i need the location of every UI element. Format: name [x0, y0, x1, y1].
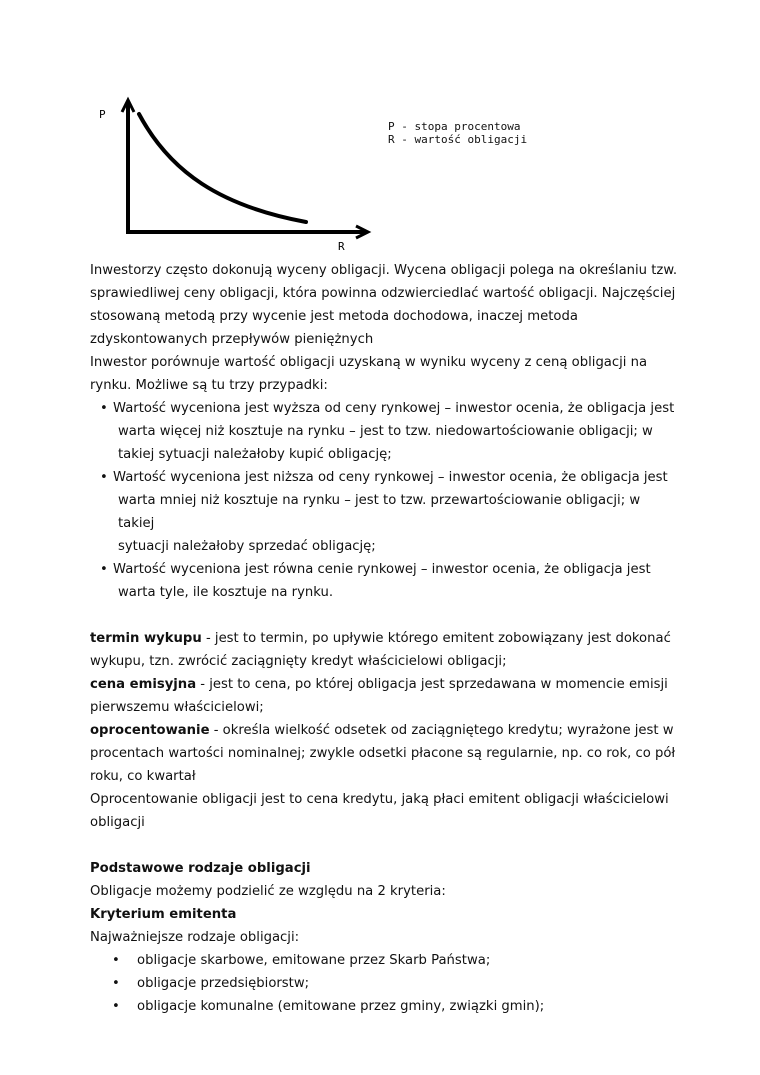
- section-heading: Podstawowe rodzaje obligacji: [90, 861, 311, 876]
- definition: [90, 673, 680, 719]
- list-item-text: warta więcej niż kosztuje na rynku – jest to tzw. niedowartościowanie obligacji; w: [118, 424, 653, 439]
- list-item-text: Wartość wyceniona jest wyższa od ceny rynkowej – inwestor ocenia, że obligacja jest: [113, 401, 675, 416]
- definition: [90, 719, 680, 788]
- list-item: • obligacje skarbowe, emitowane przez Skarb Państwa;: [90, 949, 680, 972]
- bond-types-list: [90, 949, 680, 1018]
- list-item-text: Wartość wyceniona jest niższa od ceny rynkowej – inwestor ocenia, że obligacja jest: [113, 470, 668, 485]
- list-item: [90, 397, 680, 466]
- text-line: rynku. Możliwe są tu trzy przypadki:: [90, 378, 328, 393]
- definition-text: roku, co kwartał: [90, 769, 196, 784]
- definition-text: - określa wielkość odsetek od zaciągniętego kredytu; wyrażone jest w: [209, 723, 674, 738]
- text-line: sprawiedliwej ceny obligacji, która powinna odzwierciedlać wartość obligacji. Najczęściej: [90, 286, 676, 301]
- interest-value-diagram: [90, 94, 550, 256]
- document-body: [90, 259, 680, 1018]
- text-line: Inwestor porównuje wartość obligacji uzyskaną w wyniku wyceny z ceną obligacji na: [90, 355, 648, 370]
- definition-text: - jest to termin, po upływie którego emitent zobowiązany jest dokonać: [201, 631, 671, 646]
- list-item: • obligacje przedsiębiorstw;: [90, 972, 680, 995]
- y-axis-label: P: [99, 108, 106, 121]
- definition: [90, 627, 680, 673]
- cases-list: [90, 397, 680, 604]
- figure-legend: [388, 120, 527, 146]
- text-line: Oprocentowanie obligacji jest to cena kredytu, jaką płaci emitent obligacji właścicielowi: [90, 792, 669, 807]
- list-item-text: Wartość wyceniona jest równa cenie rynkowej – inwestor ocenia, że obligacja jest: [113, 562, 651, 577]
- text-line: Inwestorzy często dokonują wyceny obligacji. Wycena obligacji polega na określaniu tzw.: [90, 263, 678, 278]
- list-item-text: sytuacji należałoby sprzedać obligację;: [118, 539, 376, 554]
- list-item-text: takiej sytuacji należałoby kupić obligację;: [118, 447, 392, 462]
- interest-note: [90, 788, 680, 834]
- section-intro: Obligacje możemy podzielić ze względu na 2 kryteria:: [90, 884, 446, 899]
- text-line: obligacji: [90, 815, 145, 830]
- list-item: [90, 466, 680, 558]
- list-item-text: warta mniej niż kosztuje na rynku – jest to tzw. przewartościowanie obligacji; w takiej: [118, 493, 641, 531]
- legend-line: P - stopa procentowa: [388, 120, 521, 133]
- list-item-text: warta tyle, ile kosztuje na rynku.: [118, 585, 334, 600]
- definition-term: termin wykupu: [90, 631, 202, 646]
- criterion-heading: Kryterium emitenta: [90, 907, 237, 922]
- text-line: zdyskontowanych przepływów pieniężnych: [90, 332, 374, 347]
- list-intro: Najważniejsze rodzaje obligacji:: [90, 930, 300, 945]
- definition-term: oprocentowanie: [90, 723, 210, 738]
- list-item: • obligacje komunalne (emitowane przez gminy, związki gmin);: [90, 995, 680, 1018]
- value-curve: [139, 114, 306, 222]
- definition-text: wykupu, tzn. zwrócić zaciągnięty kredyt właścicielowi obligacji;: [90, 654, 507, 669]
- definition-term: cena emisyjna: [90, 677, 197, 692]
- list-item: [90, 558, 680, 604]
- x-axis-label: R: [338, 240, 345, 253]
- definition-text: - jest to cena, po której obligacja jest sprzedawana w momencie emisji: [196, 677, 668, 692]
- text-line: stosowaną metodą przy wycenie jest metoda dochodowa, inaczej metoda: [90, 309, 578, 324]
- legend-line: R - wartość obligacji: [388, 133, 528, 146]
- definition-text: pierwszemu właścicielowi;: [90, 700, 264, 715]
- definition-text: procentach wartości nominalnej; zwykle odsetki płacone są regularnie, np. co rok, co pół: [90, 746, 676, 761]
- intro-paragraph: [90, 259, 680, 397]
